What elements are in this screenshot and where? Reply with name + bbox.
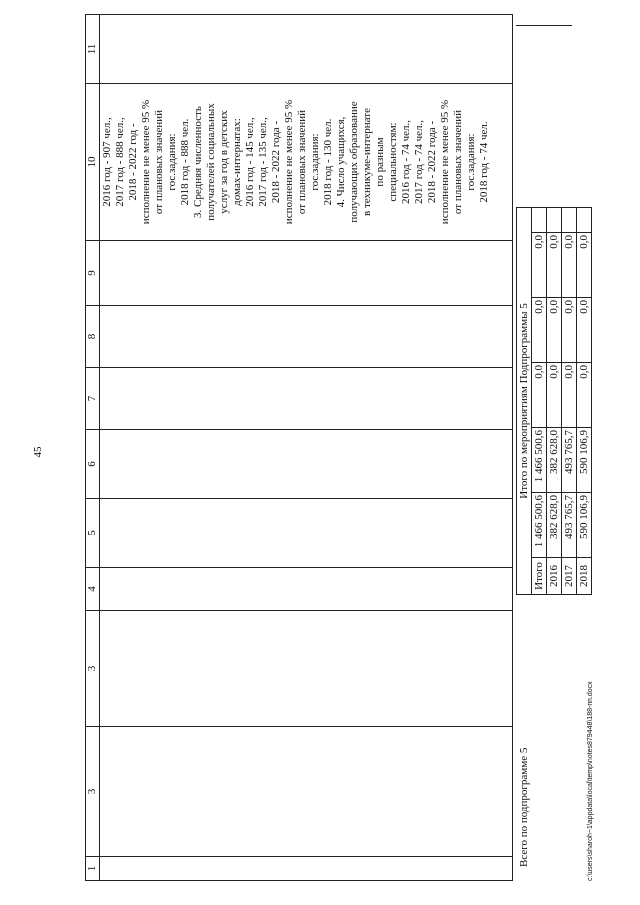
summary-blank — [547, 208, 562, 233]
indicator-line: исполнение не менее 95 % — [140, 99, 152, 225]
summary-value: 382 628,0 — [547, 428, 562, 493]
indicator-line: 2017 год - 74 чел., — [413, 119, 425, 205]
summary-value: 0,0 — [577, 298, 592, 363]
summary-value: 0,0 — [562, 233, 577, 298]
indicator-line: исполнение не менее 95 % — [283, 99, 295, 225]
summary-blank — [562, 208, 577, 233]
column-number-row — [86, 15, 100, 881]
summary-value: 0,0 — [562, 363, 577, 428]
col-header: 5 — [86, 499, 100, 568]
indicator-line: специальностям: — [387, 122, 399, 202]
indicator-line: гос.задания: — [166, 133, 178, 191]
indicator-line: 2017 год - 888 чел., — [114, 117, 126, 207]
indicator-line: 3. Средняя численность — [192, 106, 204, 218]
summary-row — [562, 208, 577, 595]
indicator-line: 2017 год - 135 чел., — [257, 117, 269, 207]
col-header: 4 — [86, 568, 100, 611]
col-header: 6 — [86, 430, 100, 499]
cell — [100, 568, 513, 611]
indicator-line: услуг за год в детских — [218, 110, 230, 214]
subprogram-summary — [516, 15, 598, 881]
col-header: 11 — [86, 15, 100, 84]
indicator-line: 2018 - 2022 года - — [426, 120, 438, 204]
indicator-line: 2016 год - 74 чел., — [400, 119, 412, 205]
summary-value: 0,0 — [532, 298, 547, 363]
summary-value: 382 628,0 — [547, 493, 562, 558]
indicator-line: домах-интернатах: — [231, 118, 243, 206]
col-header: 1 — [86, 857, 100, 881]
summary-label: 2017 — [562, 558, 577, 595]
summary-label: 2018 — [577, 558, 592, 595]
indicator-line: от плановых значений — [153, 109, 165, 215]
col-header: 8 — [86, 306, 100, 368]
indicator-line: исполнение не менее 95 % — [439, 99, 451, 225]
indicator-line: 2018 - 2022 года - — [270, 120, 282, 204]
cell — [100, 499, 513, 568]
indicator-line: 2018 год - 74 чел. — [478, 121, 490, 203]
main-table — [85, 14, 513, 881]
cell — [100, 15, 513, 84]
summary-blank — [532, 208, 547, 233]
summary-value: 0,0 — [532, 233, 547, 298]
summary-value: 590 106,9 — [577, 428, 592, 493]
cell — [100, 430, 513, 499]
subprogram-total-label: Всего по подпрограмме 5 — [518, 747, 530, 867]
summary-value: 493 765,7 — [562, 428, 577, 493]
summary-label: Итого — [532, 558, 547, 595]
col-header: 3 — [86, 611, 100, 727]
indicator-line: по разным — [374, 137, 386, 187]
summary-row — [547, 208, 562, 595]
footer-file-path: c:\users\sharoh~1\appdata\local\temp\notes879448\188-пп.docx — [587, 681, 594, 881]
cell — [100, 857, 513, 881]
content-row — [100, 15, 513, 881]
summary-row — [577, 208, 592, 595]
indicator-line: от плановых значений — [452, 109, 464, 215]
summary-divider — [516, 25, 572, 26]
col-header: 7 — [86, 368, 100, 430]
col-header: 9 — [86, 241, 100, 306]
indicator-line: гос.задания: — [309, 133, 321, 191]
summary-value: 0,0 — [547, 363, 562, 428]
summary-value: 0,0 — [577, 233, 592, 298]
indicator-line: 2018 год - 888 чел. — [179, 118, 191, 206]
summary-row — [532, 208, 547, 595]
col-header: 10 — [86, 84, 100, 241]
indicator-line: 4. Число учащихся, — [335, 116, 347, 208]
indicator-line: получающих образование — [348, 101, 360, 223]
indicator-line: гос.задания: — [465, 133, 477, 191]
cell — [100, 368, 513, 430]
summary-value: 590 106,9 — [577, 493, 592, 558]
summary-table — [516, 207, 592, 595]
indicator-line: 2016 год - 907 чел., — [101, 117, 113, 207]
summary-blank — [577, 208, 592, 233]
rotated-table-page — [85, 15, 594, 881]
indicator-line: в техникуме-интернате — [361, 108, 373, 216]
cell — [100, 727, 513, 857]
indicators-cell — [100, 84, 513, 241]
indicator-line: 2018 - 2022 год - — [127, 123, 139, 201]
cell — [100, 611, 513, 727]
summary-value: 0,0 — [532, 363, 547, 428]
indicator-line: получателей социальных — [205, 103, 217, 221]
summary-value: 493 765,7 — [562, 493, 577, 558]
cell — [100, 241, 513, 306]
indicator-line: 2018 год - 130 чел. — [322, 118, 334, 206]
cell — [100, 306, 513, 368]
summary-value: 1 466 500,6 — [532, 428, 547, 493]
summary-value: 0,0 — [562, 298, 577, 363]
col-header: 3 — [86, 727, 100, 857]
indicator-line: 2016 год - 145 чел., — [244, 117, 256, 207]
summary-value: 0,0 — [577, 363, 592, 428]
summary-value: 1 466 500,6 — [532, 493, 547, 558]
indicator-line: от плановых значений — [296, 109, 308, 215]
summary-value: 0,0 — [547, 233, 562, 298]
summary-value: 0,0 — [547, 298, 562, 363]
page-number: 45 — [32, 446, 44, 458]
summary-title: Итого по мероприятиям Подпрограммы 5 — [517, 208, 532, 595]
summary-label: 2016 — [547, 558, 562, 595]
